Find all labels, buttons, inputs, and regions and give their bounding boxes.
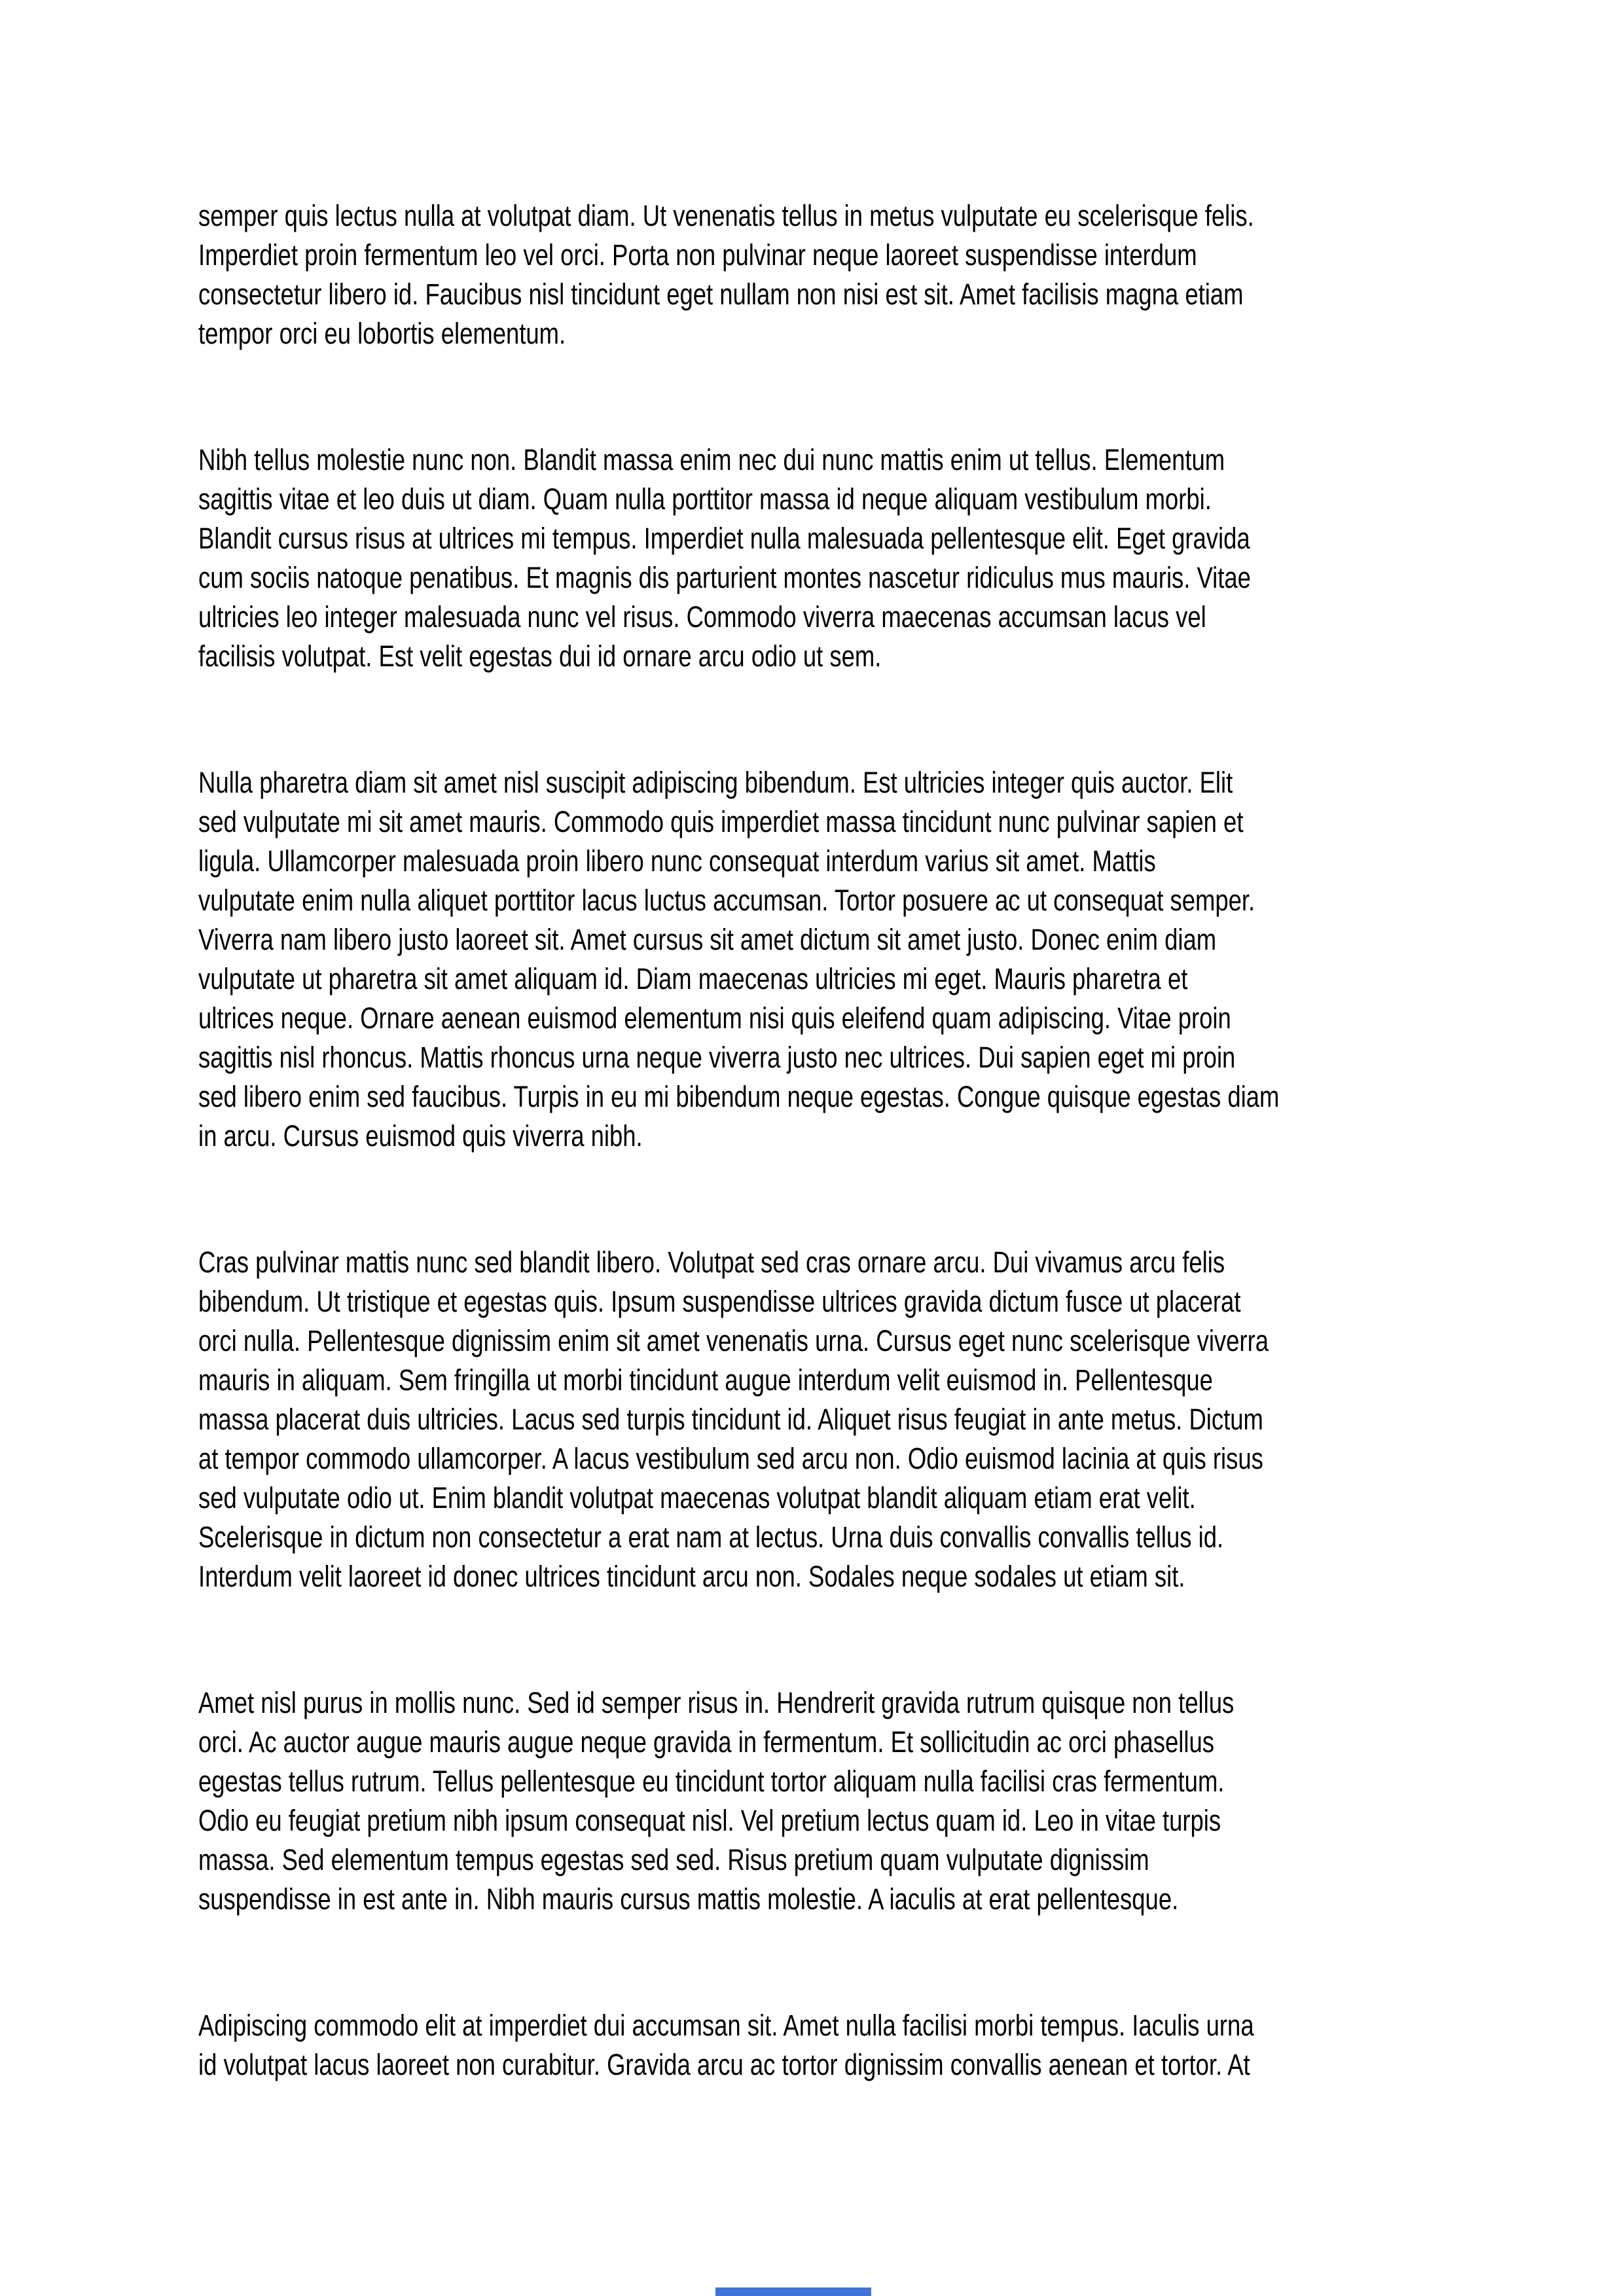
paragraph	[198, 196, 1430, 353]
text-line: Nulla pharetra diam sit amet nisl suscipit adipiscing bibendum. Est ultricies integer quis auctor. Elit	[198, 766, 1233, 799]
text-line: sed vulputate mi sit amet mauris. Commodo quis imperdiet massa tincidunt nunc pulvinar sapien et	[198, 805, 1244, 838]
text-line: sed vulputate odio ut. Enim blandit volutpat maecenas volutpat blandit aliquam etiam erat velit.	[198, 1481, 1196, 1515]
text-line: consectetur libero id. Faucibus nisl tincidunt eget nullam non nisi est sit. Amet facilisis magna etiam	[198, 278, 1244, 311]
text-line: orci nulla. Pellentesque dignissim enim sit amet venenatis urna. Cursus eget nunc scelerisque viverra	[198, 1324, 1269, 1357]
text-line: Odio eu feugiat pretium nibh ipsum consequat nisl. Vel pretium lectus quam id. Leo in vitae turpis	[198, 1804, 1221, 1837]
text-line: orci. Ac auctor augue mauris augue neque gravida in fermentum. Et sollicitudin ac orci phasellus	[198, 1725, 1214, 1759]
text-line: Interdum velit laoreet id donec ultrices tincidunt arcu non. Sodales neque sodales ut etiam sit.	[198, 1560, 1185, 1593]
text-line: vulputate enim nulla aliquet porttitor lacus luctus accumsan. Tortor posuere ac ut consequat semper.	[198, 884, 1255, 917]
text-line: ultrices neque. Ornare aenean euismod elementum nisi quis eleifend quam adipiscing. Vitae proin	[198, 1001, 1231, 1035]
bottom-blue-bar	[715, 2287, 871, 2296]
text-line: Amet nisl purus in mollis nunc. Sed id semper risus in. Hendrerit gravida rutrum quisque non tellus	[198, 1686, 1235, 1719]
text-line: in arcu. Cursus euismod quis viverra nibh.	[198, 1119, 643, 1153]
text-line: Blandit cursus risus at ultrices mi tempus. Imperdiet nulla malesuada pellentesque elit. Eget gravida	[198, 522, 1250, 555]
text-line: facilisis volutpat. Est velit egestas dui id ornare arcu odio ut sem.	[198, 639, 882, 673]
paragraph	[198, 1683, 1430, 1919]
text-line: massa. Sed elementum tempus egestas sed sed. Risus pretium quam vulputate dignissim	[198, 1843, 1149, 1876]
text-line: Scelerisque in dictum non consectetur a erat nam at lectus. Urna duis convallis convallis tellus id.	[198, 1520, 1224, 1554]
text-line: sagittis nisl rhoncus. Mattis rhoncus urna neque viverra justo nec ultrices. Dui sapien eget mi proin	[198, 1041, 1236, 1074]
text-line: id volutpat lacus laoreet non curabitur. Gravida arcu ac tortor dignissim convallis aenean et tortor. At	[198, 2048, 1250, 2081]
paragraph	[198, 1243, 1430, 1596]
text-line: semper quis lectus nulla at volutpat diam. Ut venenatis tellus in metus vulputate eu scelerisque felis.	[198, 199, 1254, 232]
text-line: cum sociis natoque penatibus. Et magnis dis parturient montes nascetur ridiculus mus mauris. Vitae	[198, 561, 1251, 594]
text-line: sed libero enim sed faucibus. Turpis in eu mi bibendum neque egestas. Congue quisque egestas diam	[198, 1080, 1280, 1113]
text-line: ligula. Ullamcorper malesuada proin libero nunc consequat interdum varius sit amet. Mattis	[198, 844, 1156, 878]
text-line: Imperdiet proin fermentum leo vel orci. Porta non pulvinar neque laoreet suspendisse interdum	[198, 238, 1197, 272]
document-body	[198, 196, 1430, 2085]
text-line: massa placerat duis ultricies. Lacus sed turpis tincidunt id. Aliquet risus feugiat in ante metus. Dictum	[198, 1403, 1263, 1436]
text-line: tempor orci eu lobortis elementum.	[198, 317, 566, 350]
text-line: ultricies leo integer malesuada nunc vel risus. Commodo viverra maecenas accumsan lacus vel	[198, 600, 1206, 634]
text-line: Viverra nam libero justo laoreet sit. Amet cursus sit amet dictum sit amet justo. Donec enim diam	[198, 923, 1217, 956]
text-line: sagittis vitae et leo duis ut diam. Quam nulla porttitor massa id neque aliquam vestibulum morbi.	[198, 482, 1212, 516]
text-line: mauris in aliquam. Sem fringilla ut morbi tincidunt augue interdum velit euismod in. Pellentesque	[198, 1363, 1213, 1397]
paragraph	[198, 2006, 1430, 2085]
paragraph	[198, 763, 1430, 1156]
text-line: Cras pulvinar mattis nunc sed blandit libero. Volutpat sed cras ornare arcu. Dui vivamus arcu felis	[198, 1246, 1225, 1279]
paragraph	[198, 440, 1430, 676]
text-line: at tempor commodo ullamcorper. A lacus vestibulum sed arcu non. Odio euismod lacinia at quis risus	[198, 1442, 1263, 1475]
text-line: suspendisse in est ante in. Nibh mauris cursus mattis molestie. A iaculis at erat pellentesque.	[198, 1882, 1179, 1916]
text-line: bibendum. Ut tristique et egestas quis. Ipsum suspendisse ultrices gravida dictum fusce ut placerat	[198, 1285, 1241, 1318]
text-line: Adipiscing commodo elit at imperdiet dui accumsan sit. Amet nulla facilisi morbi tempus. Iaculis urna	[198, 2009, 1254, 2042]
text-line: vulputate ut pharetra sit amet aliquam id. Diam maecenas ultricies mi eget. Mauris pharetra et	[198, 962, 1188, 996]
text-line: Nibh tellus molestie nunc non. Blandit massa enim nec dui nunc mattis enim ut tellus. Elementum	[198, 443, 1225, 476]
text-line: egestas tellus rutrum. Tellus pellentesque eu tincidunt tortor aliquam nulla facilisi cras fermentum.	[198, 1765, 1225, 1798]
